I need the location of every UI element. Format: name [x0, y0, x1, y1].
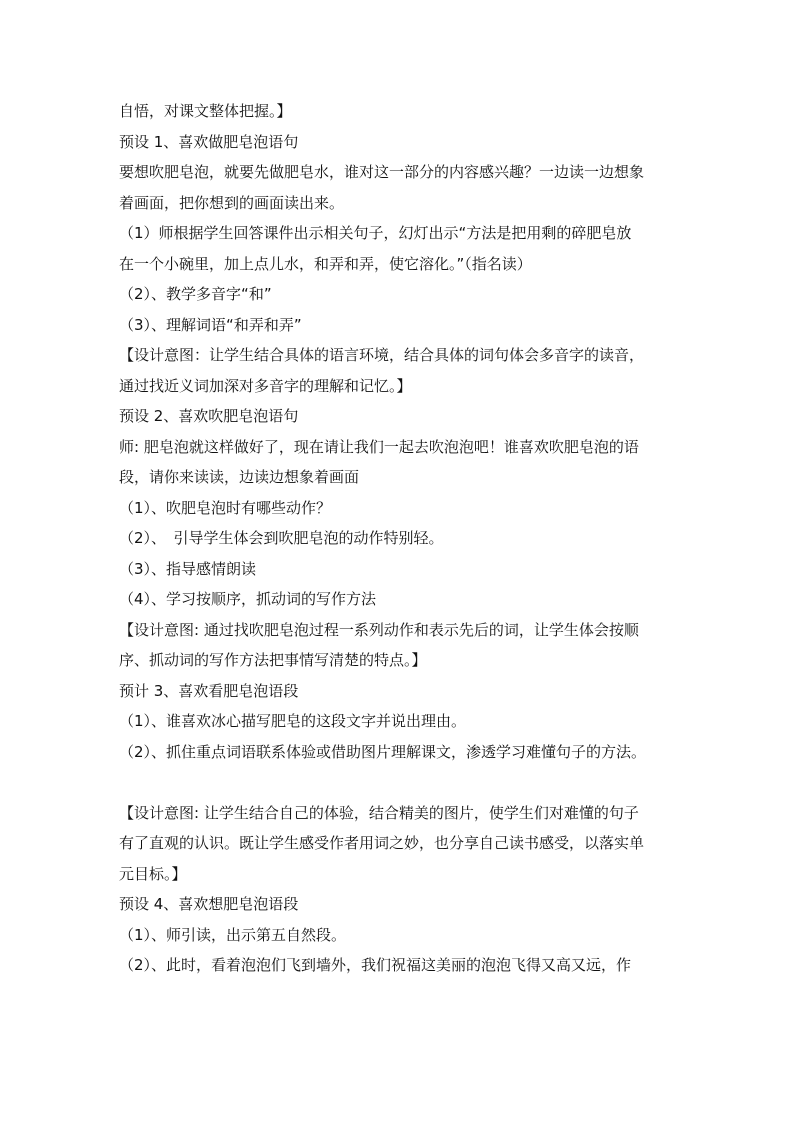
- text-line: 在一个小碗里，加上点儿水，和弄和弄，使它溶化。”（指名读）: [119, 254, 532, 273]
- list-item: （4）、学习按顺序，抓动词的写作方法: [119, 590, 377, 608]
- list-item: （3）、理解词语“和弄和弄”: [119, 315, 302, 334]
- text-line: 序、抓动词的写作方法把事情写清楚的特点。】: [119, 651, 427, 669]
- design-intent-note: 【设计意图：让学生结合具体的语言环境，结合具体的词句体会多音字的读音，: [119, 346, 645, 364]
- list-item: （1）师根据学生回答课件出示相关句子，幻灯出示“方法是把用剩的碎肥皂放: [119, 224, 632, 242]
- text-line: 师: 肥皂泡就这样做好了，现在请让我们一起去吹泡泡吧！谁喜欢吹肥皂泡的语: [119, 437, 639, 456]
- list-item: （1）、吹肥皂泡时有哪些动作？: [119, 498, 332, 517]
- document-page: [119, 96, 684, 981]
- section-heading: 预设 4、喜欢想肥皂泡语段: [119, 895, 299, 913]
- list-item: （2）、此时，看着泡泡们飞到墙外，我们祝福这美丽的泡泡飞得又高又远，作: [119, 956, 632, 974]
- blank-line: [119, 767, 684, 798]
- section-heading: 预设 1、喜欢做肥皂泡语句: [119, 132, 299, 151]
- text-line: 段，请你来读读，边读边想象着画面: [119, 468, 360, 486]
- design-intent-note: 【设计意图: 让学生结合自己的体验，结合精美的图片，使学生们对难懂的句子: [119, 803, 639, 822]
- text-line: 要想吹肥皂泡，就要先做肥皂水，谁对这一部分的内容感兴趣？一边读一边想象: [119, 163, 645, 181]
- list-item: （2）、 引导学生体会到吹肥皂泡的动作特别轻。: [119, 529, 444, 547]
- text-line: 通过找近义词加深对多音字的理解和记忆。】: [119, 376, 412, 395]
- text-line: 有了直观的认识。既让学生感受作者用词之妙，也分享自己读书感受，以落实单: [119, 834, 645, 852]
- list-item: （2）、教学多音字“和”: [119, 285, 272, 303]
- design-intent-note: 【设计意图: 通过找吹肥皂泡过程一系列动作和表示先后的词，让学生体会按顺: [119, 620, 639, 639]
- list-item: （1）、谁喜欢冰心描写肥皂的这段文字并说出理由。: [119, 712, 467, 730]
- section-heading: 预计 3、喜欢看肥皂泡语段: [119, 681, 299, 700]
- list-item: （2）、抓住重点词语联系体验或借助图片理解课文，渗透学习难懂句子的方法。: [119, 742, 647, 761]
- text-line: 自悟，对课文整体把握。】: [119, 102, 292, 120]
- section-heading: 预设 2、喜欢吹肥皂泡语句: [119, 407, 299, 425]
- list-item: （1）、师引读，出示第五自然段。: [119, 925, 347, 944]
- text-line: 元目标。】: [119, 864, 187, 883]
- list-item: （3）、指导感情朗读: [119, 559, 257, 578]
- text-line: 着画面，把你想到的画面读出来。: [119, 193, 345, 212]
